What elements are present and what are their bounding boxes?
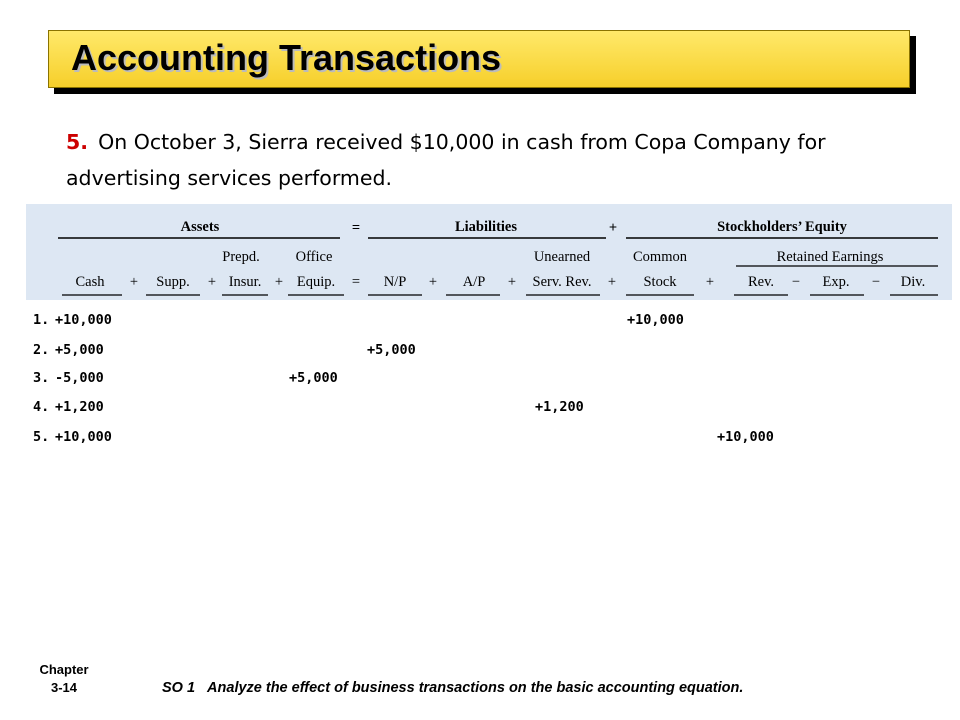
- col-dividends: Div.: [900, 274, 926, 290]
- study-objective-text: Analyze the effect of business transactions on the basic accounting equation.: [207, 680, 744, 696]
- chapter-text: Chapter: [39, 662, 89, 677]
- transaction-row-number: 5.: [33, 429, 50, 445]
- amount-cash: +10,000: [55, 312, 112, 328]
- col-unearned-serv-rev: Serv. Rev.: [532, 274, 592, 290]
- slide-title: Accounting Transactions: [71, 37, 502, 78]
- col-common-stock-top: Common: [633, 249, 687, 265]
- op-equals: =: [351, 274, 361, 290]
- op-plus-4: +: [428, 274, 438, 290]
- col-prepd-insur-top: Prepd.: [222, 249, 260, 265]
- transaction-text: On October 3, Sierra received $10,000 in cash from Copa Company for advertising services performed.: [66, 130, 826, 190]
- op-plus-6: +: [607, 274, 617, 290]
- col-prepd-insur: Insur.: [228, 274, 262, 290]
- amount-cash: -5,000: [55, 370, 104, 386]
- col-notes-payable: N/P: [383, 274, 407, 290]
- col-common-stock: Stock: [643, 274, 677, 290]
- chapter-label: [28, 661, 100, 697]
- amount-cash: +1,200: [55, 399, 104, 415]
- col-expenses: Exp.: [822, 274, 850, 290]
- col-office-equip-top: Office: [295, 249, 333, 265]
- op-minus-1: −: [791, 274, 801, 290]
- op-minus-2: −: [871, 274, 881, 290]
- amount-unearned-service-revenue: +1,200: [535, 399, 584, 415]
- group-plus-sign: +: [608, 220, 618, 236]
- amount-cash: +10,000: [55, 429, 112, 445]
- amount-notes-payable: +5,000: [367, 342, 416, 358]
- col-revenue: Rev.: [747, 274, 775, 290]
- col-office-equip: Equip.: [296, 274, 336, 290]
- amount-office-equipment: +5,000: [289, 370, 338, 386]
- op-plus-2: +: [207, 274, 217, 290]
- amount-cash: +5,000: [55, 342, 104, 358]
- col-cash: Cash: [75, 274, 105, 290]
- col-accounts-payable: A/P: [462, 274, 486, 290]
- transaction-row-number: 1.: [33, 312, 50, 328]
- transaction-row-number: 4.: [33, 399, 50, 415]
- transaction-row-number: 3.: [33, 370, 50, 386]
- amount-revenue: +10,000: [717, 429, 774, 445]
- transaction-row-number: 2.: [33, 342, 50, 358]
- op-plus-5: +: [507, 274, 517, 290]
- stockholders-equity-label: Stockholders’ Equity: [717, 219, 847, 235]
- retained-earnings-label: Retained Earnings: [776, 249, 884, 265]
- op-plus-1: +: [129, 274, 139, 290]
- slide-number: 3-14: [50, 680, 78, 695]
- assets-label: Assets: [180, 219, 220, 235]
- op-plus-7: +: [705, 274, 715, 290]
- study-objective-number: SO 1: [162, 680, 196, 696]
- col-unearned-top: Unearned: [533, 249, 591, 265]
- op-plus-3: +: [274, 274, 284, 290]
- liabilities-label: Liabilities: [454, 219, 518, 235]
- col-supplies: Supp.: [156, 274, 190, 290]
- transaction-number: 5.: [66, 130, 89, 154]
- study-objective: [162, 680, 743, 696]
- amount-common-stock: +10,000: [627, 312, 684, 328]
- group-equals-sign: =: [351, 220, 361, 236]
